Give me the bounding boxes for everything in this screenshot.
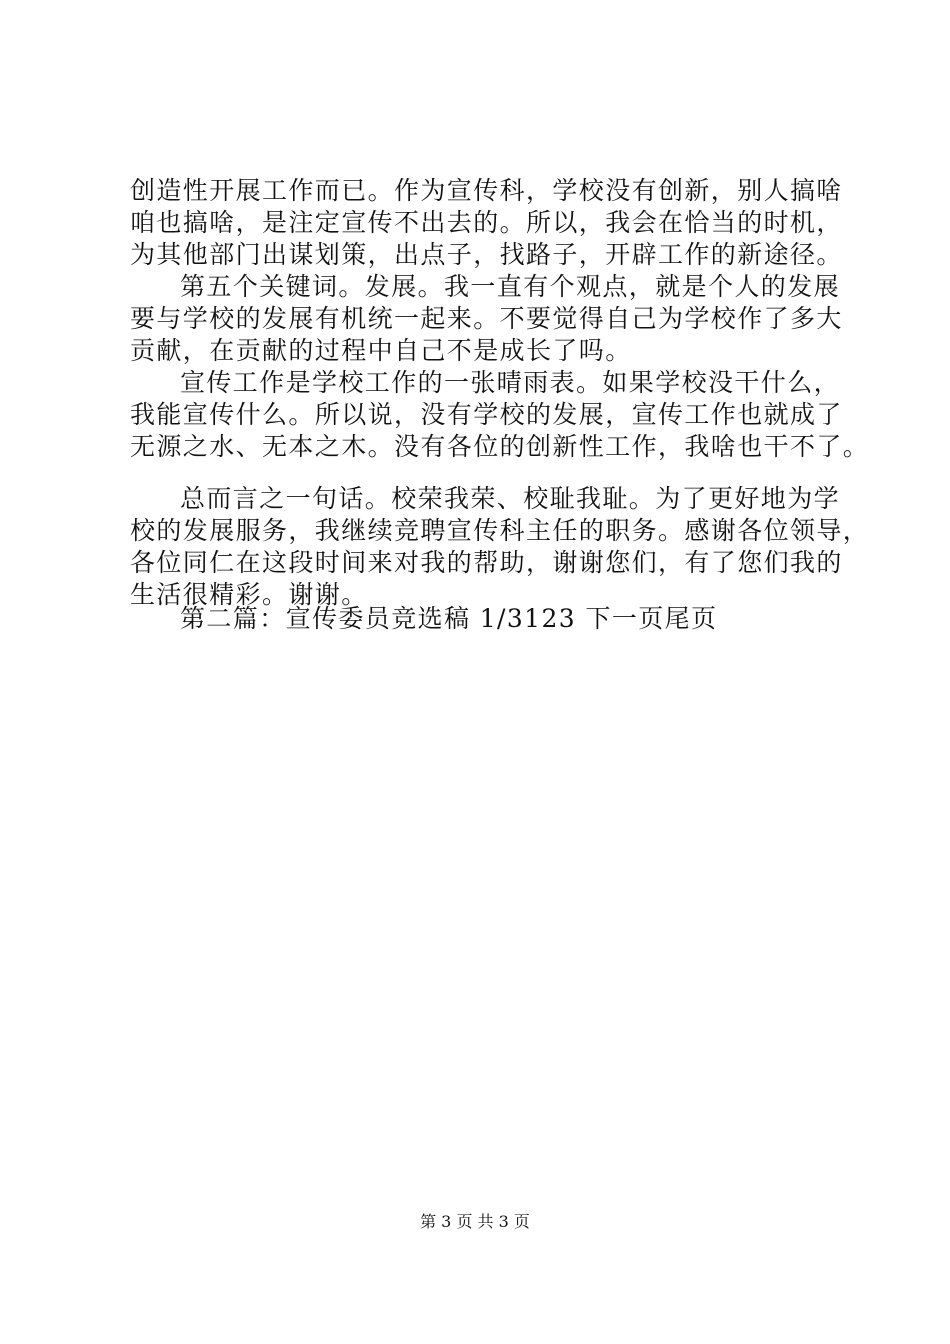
- text-line: 要与学校的发展有机统一起来。不要觉得自己为学校作了多大: [130, 304, 843, 333]
- text-line: 为其他部门出谋划策，出点子，找路子，开辟工作的新途径。: [130, 240, 843, 269]
- text-line: 咱也搞啥，是注定宣传不出去的。所以，我会在恰当的时机，: [130, 208, 843, 237]
- text-line: 各位同仁在这段时间来对我的帮助，谢谢您们，有了您们我的: [130, 548, 843, 577]
- next-chapter-link[interactable]: 第二篇：宣传委员竞选稿 1/3123 下一页尾页: [180, 604, 718, 633]
- text-line: 第五个关键词。发展。我一直有个观点，就是个人的发展: [180, 272, 841, 301]
- text-line: 创造性开展工作而已。作为宣传科，学校没有创新，别人搞啥: [130, 176, 843, 205]
- text-line: 无源之水、无本之木。没有各位的创新性工作，我啥也干不了。: [130, 432, 870, 461]
- text-line: 生活很精彩。谢谢。: [130, 580, 368, 609]
- text-line: 我能宣传什么。所以说，没有学校的发展，宣传工作也就成了: [130, 400, 843, 429]
- page-number-footer: 第 3 页 共 3 页: [420, 1212, 530, 1231]
- text-line: 总而言之一句话。校荣我荣、校耻我耻。为了更好地为学: [180, 484, 841, 513]
- text-line: 校的发展服务，我继续竞聘宣传科主任的职务。感谢各位领导，: [130, 516, 870, 545]
- text-line: 贡献，在贡献的过程中自己不是成长了吗。: [130, 336, 632, 365]
- text-line: 宣传工作是学校工作的一张晴雨表。如果学校没干什么，: [180, 368, 841, 397]
